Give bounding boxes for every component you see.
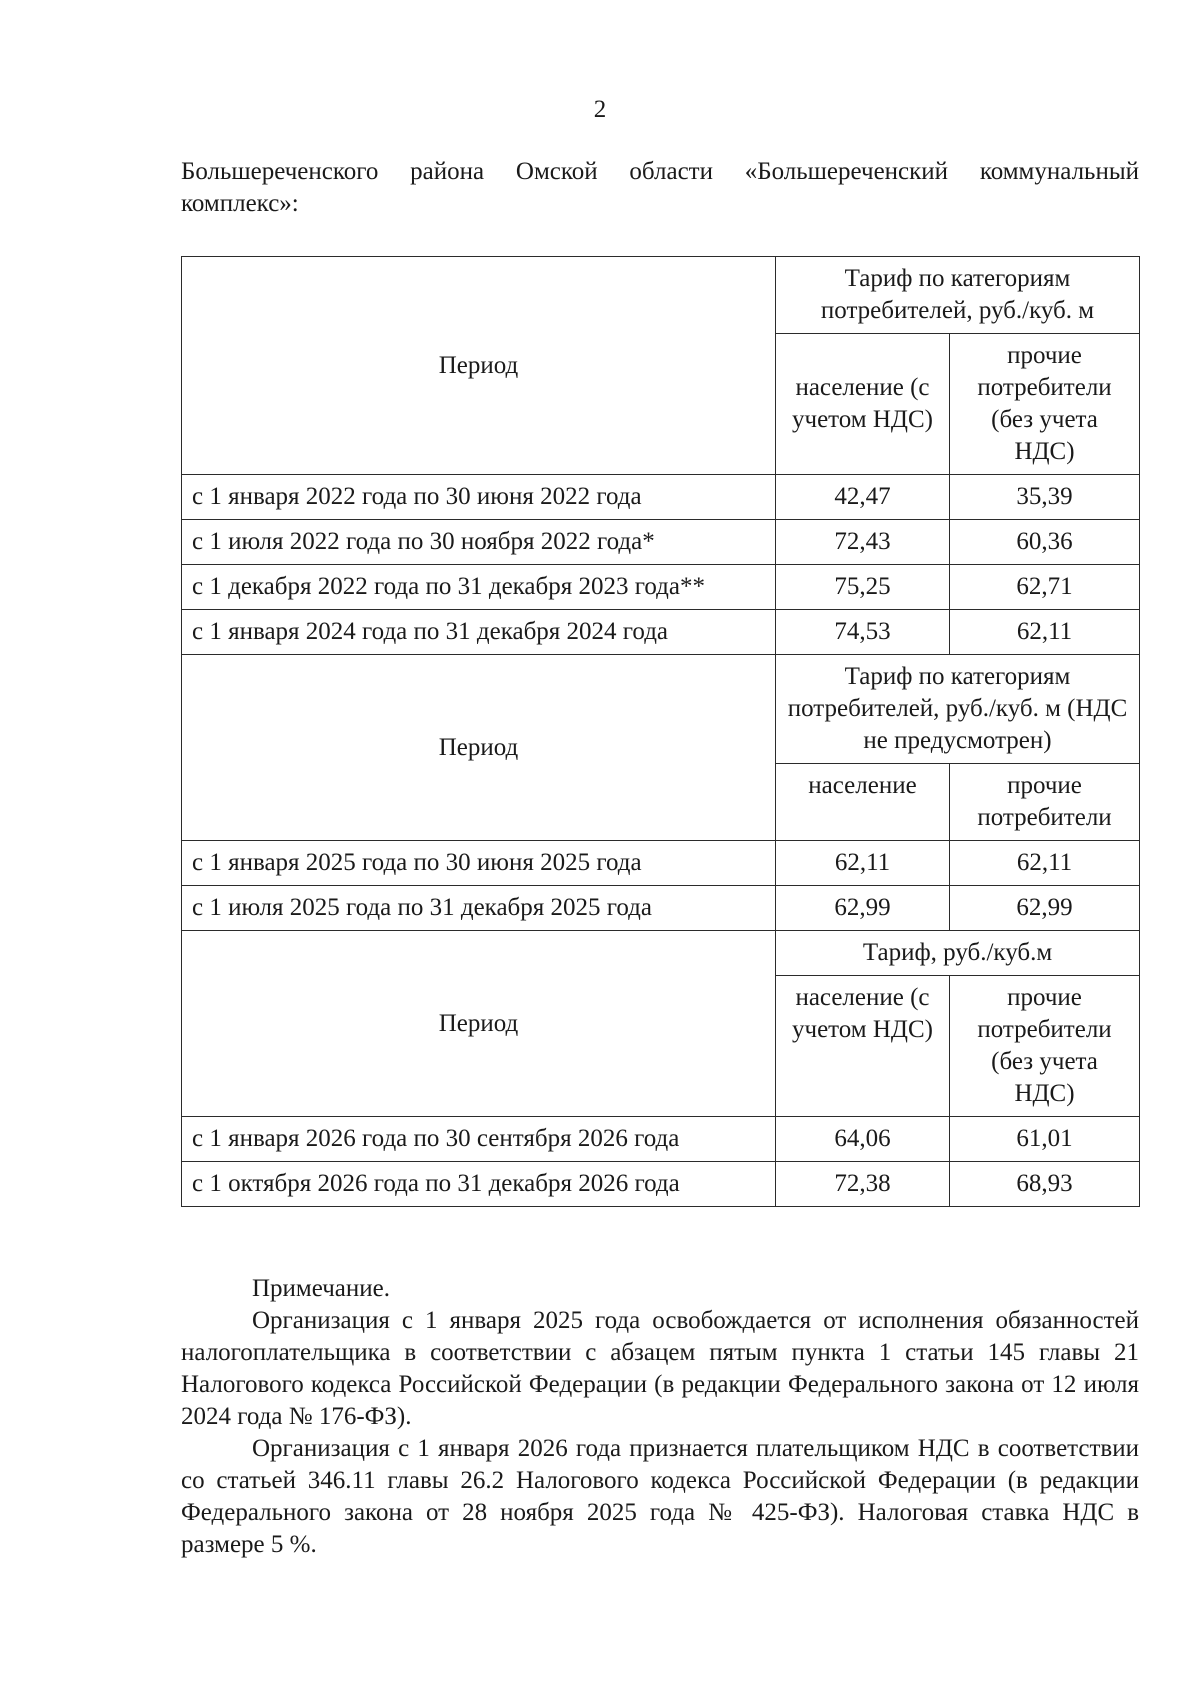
table-row [182, 610, 1140, 655]
note-paragraph-2: Организация с 1 января 2026 года признается плательщиком НДС в соответствии со статьей 346.11 главы 26.2 Налогового кодекса Российской Федерации (в редакции Федерального закона от 28 ноября 2025 года № 425-ФЗ). Налоговая ставка НДС в размере 5 %. [181, 1435, 1139, 1558]
period-cell: с 1 января 2025 года по 30 июня 2025 года [182, 841, 776, 886]
population-tariff-cell: 62,99 [776, 886, 950, 931]
tariff-header: Тариф по категориям потребителей, руб./куб. м (НДС не предусмотрен) [776, 655, 1140, 764]
population-tariff-cell: 74,53 [776, 610, 950, 655]
other-tariff-cell: 35,39 [950, 475, 1140, 520]
other-tariff-cell: 62,71 [950, 565, 1140, 610]
population-tariff-cell: 72,38 [776, 1162, 950, 1207]
page-number: 2 [593, 96, 607, 123]
section-3-header-row [182, 931, 1140, 976]
period-cell: с 1 июля 2022 года по 30 ноября 2022 года* [182, 520, 776, 565]
other-tariff-cell: 62,99 [950, 886, 1140, 931]
table-row [182, 520, 1140, 565]
period-cell: с 1 января 2026 года по 30 сентября 2026 года [182, 1117, 776, 1162]
other-tariff-cell: 60,36 [950, 520, 1140, 565]
other-consumers-column-header: прочие потребители (без учета НДС) [950, 334, 1140, 475]
period-cell: с 1 октября 2026 года по 31 декабря 2026 года [182, 1162, 776, 1207]
note-title: Примечание. [252, 1275, 391, 1302]
population-tariff-cell: 64,06 [776, 1117, 950, 1162]
table-row [182, 1162, 1140, 1207]
other-consumers-column-header: прочие потребители (без учета НДС) [950, 976, 1140, 1117]
other-tariff-cell: 62,11 [950, 841, 1140, 886]
period-cell: с 1 июля 2025 года по 31 декабря 2025 года [182, 886, 776, 931]
period-header: Период [182, 655, 776, 841]
period-header: Период [182, 257, 776, 475]
period-cell: с 1 января 2022 года по 30 июня 2022 года [182, 475, 776, 520]
note-paragraph-1: Организация с 1 января 2025 года освобождается от исполнения обязанностей налогоплательщика в соответствии с абзацем пятым пункта 1 статьи 145 главы 21 Налогового кодекса Российской Федерации (в редакции Федерального закона от 12 июля 2024 года № 176-ФЗ). [181, 1307, 1139, 1430]
population-tariff-cell: 75,25 [776, 565, 950, 610]
table-row [182, 841, 1140, 886]
other-tariff-cell: 62,11 [950, 610, 1140, 655]
population-tariff-cell: 42,47 [776, 475, 950, 520]
table-row [182, 475, 1140, 520]
population-tariff-cell: 62,11 [776, 841, 950, 886]
note-section [181, 1273, 1139, 1561]
tariff-header: Тариф по категориям потребителей, руб./куб. м [776, 257, 1140, 334]
section-1-header-row [182, 257, 1140, 334]
other-consumers-column-header: прочие потребители [950, 764, 1140, 841]
intro-line-1: Большереченского района Омской области «Большереченский коммунальный [181, 158, 1139, 185]
table-row [182, 565, 1140, 610]
population-column-header: население (с учетом НДС) [776, 976, 950, 1117]
period-cell: с 1 декабря 2022 года по 31 декабря 2023 года** [182, 565, 776, 610]
period-cell: с 1 января 2024 года по 31 декабря 2024 года [182, 610, 776, 655]
population-tariff-cell: 72,43 [776, 520, 950, 565]
population-column-header: население (с учетом НДС) [776, 334, 950, 475]
table-row [182, 1117, 1140, 1162]
other-tariff-cell: 61,01 [950, 1117, 1140, 1162]
tariff-table [181, 256, 1140, 1207]
population-column-header: население [776, 764, 950, 841]
intro-text [181, 156, 1139, 220]
intro-line-2: комплекс»: [181, 190, 299, 217]
table-row [182, 886, 1140, 931]
tariff-header: Тариф, руб./куб.м [776, 931, 1140, 976]
period-header: Период [182, 931, 776, 1117]
other-tariff-cell: 68,93 [950, 1162, 1140, 1207]
section-2-header-row [182, 655, 1140, 764]
